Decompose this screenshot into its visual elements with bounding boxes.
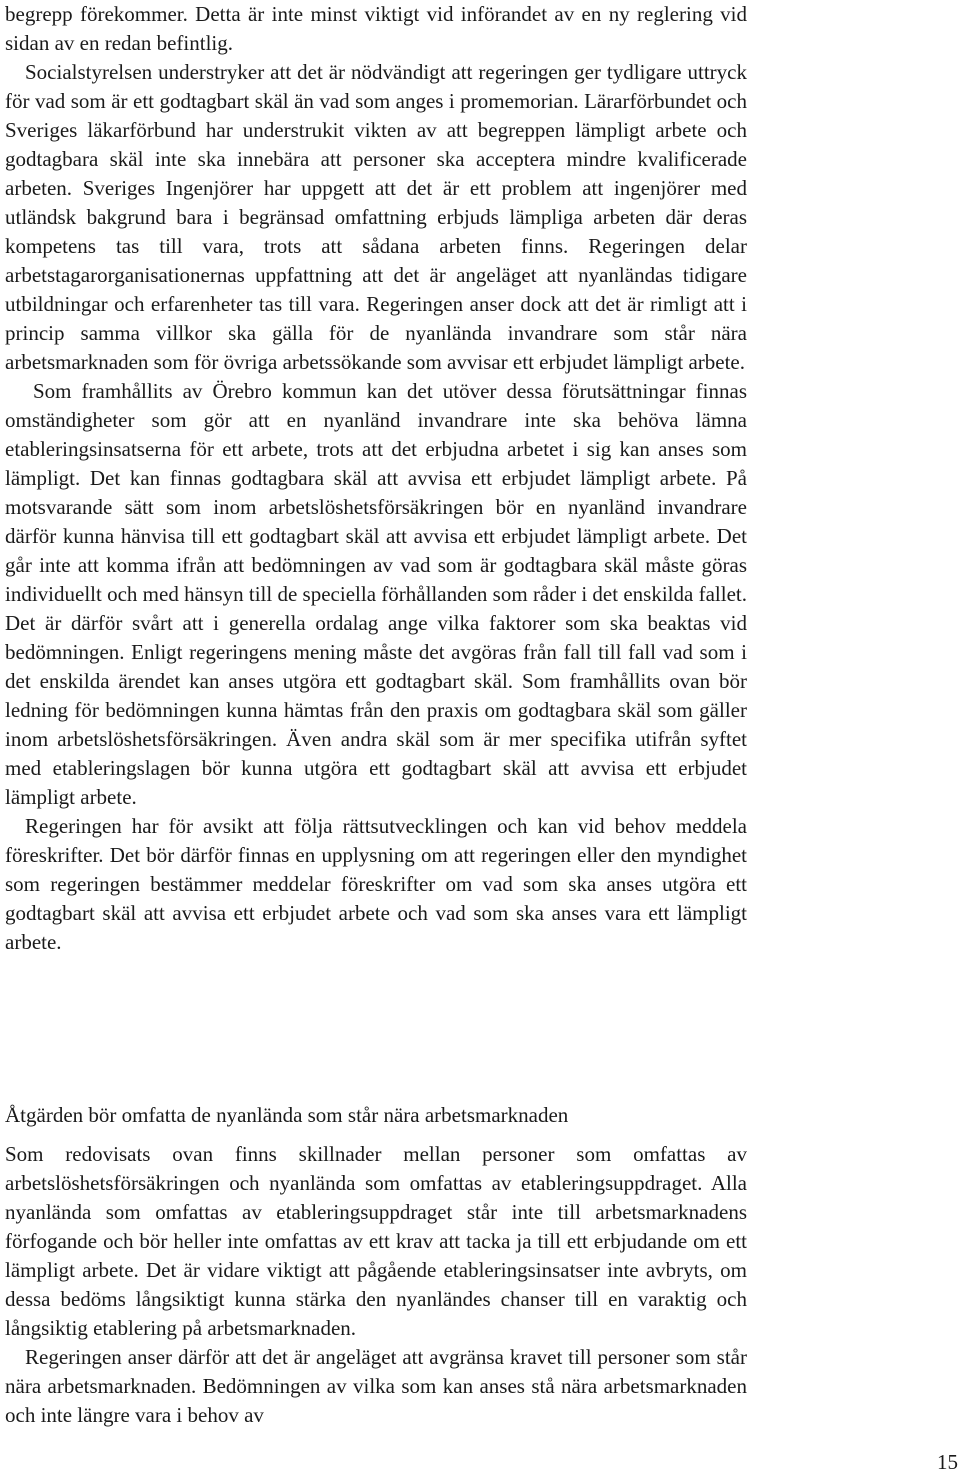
section-body bbox=[5, 1140, 747, 1430]
paragraph-1: begrepp förekommer. Detta är inte minst viktigt vid införandet av en ny reglering vid sidan av en redan befintlig. bbox=[5, 2, 747, 55]
paragraph-3: Som framhållits av Örebro kommun kan det utöver dessa förutsättningar finnas omständigheter som gör att en nyanländ invandrare inte ska behöva lämna etableringsinsatserna för ett arbete, trots att det erbjudna arbetet i sig kan anses som lämpligt. Det kan finnas godtagbara skäl att avvisa ett erbjudet lämpligt arbete. På motsvarande sätt som inom arbetslöshetsförsäkringen bör en nyanländ invandrare därför kunna hänvisa till ett godtagbart skäl att avvisa ett erbjudet lämpligt arbete. Det går inte att komma ifrån att bedömningen av vad som är godtagbara skäl måste göras individuellt och med hänsyn till de speciella förhållanden som råder i det enskilda fallet. Det är därför svårt att i generella ordalag ange vilka faktorer som ska beaktas vid bedömningen. Enligt regeringens mening måste det avgöras från fall till fall vad som i det enskilda ärendet kan anses utgöra ett godtagbart skäl. Som framhållits ovan bör ledning för bedömningen kunna hämtas från den praxis om godtagbara skäl som gäller inom arbetslöshetsförsäkringen. Även andra skäl som är mer specifika utifrån syftet med etableringslagen bör kunna utgöra ett godtagbart skäl att avvisa ett erbjudet lämpligt arbete. bbox=[5, 379, 747, 809]
paragraph-2: Socialstyrelsen understryker att det är nödvändigt att regeringen ger tydligare uttryck för vad som är ett godtagbart skäl än vad som anges i promemorian. Lärarförbundet och Sveriges läkarförbund har understrukit vikten av att begreppen lämpligt arbete och godtagbara skäl inte ska innebära att personer ska acceptera mindre kvalificerade arbeten. Sveriges Ingenjörer har uppgett att det är ett problem att ingenjörer med utländsk bakgrund bara i begränsad omfattning erbjuds lämpliga arbeten där deras kompetens tas till vara, trots att sådana arbeten finns. Regeringen delar arbetstagarorganisationernas uppfattning att det är angeläget att nyanländas tidigare utbildningar och erfarenheter tas till vara. Regeringen anser dock att det är rimligt att i princip samma villkor ska gälla för de nyanlända invandrare som står nära arbetsmarknaden som för övriga arbetssökande som avvisar ett erbjudet lämpligt arbete. bbox=[5, 60, 747, 374]
section-paragraph-2: Regeringen anser därför att det är angeläget att avgränsa kravet till personer som står nära arbetsmarknaden. Bedömningen av vilka som kan anses stå nära arbetsmarknaden och inte längre vara i behov av bbox=[5, 1345, 747, 1427]
body-text bbox=[5, 0, 747, 957]
section-paragraph-1: Som redovisats ovan finns skillnader mellan personer som omfattas av arbetslöshetsförsäkringen och nyanlända som omfattas av etableringsuppdraget. Alla nyanlända som omfattas av etableringsuppdraget står inte till arbetsmarknadens förfogande och bör heller inte omfattas av ett krav att tacka ja till ett erbjudande om ett lämpligt arbete. Det är vidare viktigt att pågående etableringsinsatser inte avbryts, om dessa bedöms långsiktigt kunna stärka den nyanländes chanser till en varaktig och långsiktig etablering på arbetsmarknaden. bbox=[5, 1142, 747, 1340]
section-heading: Åtgärden bör omfatta de nyanlända som står nära arbetsmarknaden bbox=[5, 1103, 569, 1127]
page-number: 15 bbox=[937, 1450, 958, 1474]
paragraph-4: Regeringen har för avsikt att följa rättsutvecklingen och kan vid behov meddela föreskrifter. Det bör därför finnas en upplysning om att regeringen eller den myndighet som regeringen bestämmer meddelar föreskrifter om vad som ska anses utgöra ett godtagbart skäl att avvisa ett erbjudet arbete och vad som ska anses vara ett lämpligt arbete. bbox=[5, 814, 747, 954]
